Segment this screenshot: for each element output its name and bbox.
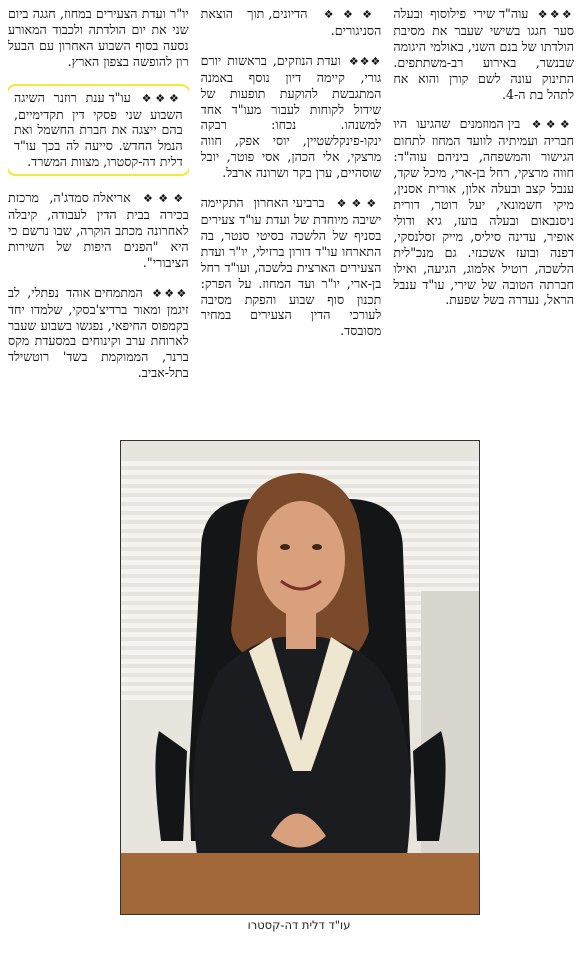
paragraph-text: המתמחים אוהד נפתלי, לב זיגמן ומאור ברדיצ'בסקי, שלמדו יחד בקמפוס החיפאי, נפגשו בשבוע שעבר לארוחת ערב וקינוחים במסעדת מקס ברנר, הממוקמת בשד' רוטשילד בתל-אביב.: [7, 284, 189, 381]
paragraph-marker: ❖❖❖: [537, 8, 574, 21]
paragraph-marker: ❖❖❖: [323, 8, 382, 21]
eye-right: [312, 544, 322, 550]
desk: [121, 853, 479, 914]
article-paragraph: [8, 285, 189, 381]
article-paragraph: [201, 195, 382, 339]
paragraph-marker: ❖❖❖: [141, 91, 183, 105]
paragraph-marker: ❖❖❖: [143, 192, 189, 206]
article-paragraph: [393, 116, 574, 308]
paragraph-text: יו"ר ועדת הצעירים במחוז, חגגה ביום שני את יום הולדתה ולכבוד המאורע נסעה בסוף השבוע האחרון עם הבעל רון להופשה בצפון הארץ.: [7, 6, 189, 69]
paragraph-text: אריאלה סמדג'ה, מרכזת בכירה בבית הדין לעבודה, קיבלה לאחרונה מכתב הוקרה, שבו נרשם כי היא "הפנים היפות של השירות הציבורי".: [7, 190, 189, 270]
paragraph-text: ועדת הנוזקים, בראשות יורם גורי, קיימה דיון נוסף באמנה המתגבשת להוקעת תופעות של שידול לקוחות לעבור מעו"ד אחד למשנהו. נכחו: רבקה ינקו-פינקלשטיין, יוסי אפק, חווה מרצקי, אלי הכהן, אסי פוטר, יובל שוסהיים, ערן בקר ושרונה ארבל.: [200, 52, 382, 181]
column-right: [393, 6, 574, 416]
column-middle: [201, 6, 382, 416]
paragraph-marker: ❖❖❖: [152, 286, 189, 300]
portrait-illustration: [121, 441, 479, 914]
blind-slat: [121, 461, 479, 466]
paragraph-text: עוה"ד שירי פילוסוף ובעלה סער חגגו בשישי שעבר את מסיבת הולדתו של בנם השני, באולמי היגומה שבנשר, באירוע רב-משתתפים. התינוק עונה לשם קורן והוא אח לתהל בת ה-4.: [393, 6, 574, 102]
eye-left: [280, 544, 290, 550]
paragraph-marker: ❖❖❖: [531, 118, 574, 132]
article-paragraph: [201, 6, 382, 39]
article-paragraph: [201, 53, 382, 181]
paragraph-text: ברביעי האחרון התקיימה ישיבה מיוחדת של ועדת עו"ד צעירים בסניף של הלשכה בסיטי סנטר, בה התארחו עו"ד דורון ברזילי, יו"ר ועדת הצעירים הארצית בלשכה, ועו"ד רחל בן-ארי, יו"ר ועד המחוז. על הפרק: תכנון סוף שבוע והפקת מסיבה לעורכי הדין הצעירים במחיר מסובסד.: [200, 195, 382, 339]
article-paragraph: [8, 190, 189, 271]
article-paragraph: [8, 6, 189, 70]
article-paragraph: [393, 6, 574, 102]
paragraph-text: בין המוזמנים שהגיעו היו חבריה ועמיתיה לוועד המחוז לתחום הגישור והמשפחה, ביניהם עוה"ד: חווה מרצקי, רחל בן-ארי, מיכל שקד, ענבל קצב ובעלה אלון, אורית אסנין, מיקי חשמונאי, יעל רוטר, דורית ניסנבאום ובעלה בועז, גיא ודולי אופיר, עדינה סיליס, מייק זסלנסקי, דפנה ובועז אשכנזי. גם מנכ"לית הלשכה, רוטיל אלמוג, הגיעה, ואילו חברתה הטובה של שירי, עו"ד ענבל הראל, נעדרה בשל שפעת.: [393, 116, 574, 308]
portrait-photo: [120, 440, 480, 915]
paragraph-text: הדיונים, תוך הוצאת הסניגורים.: [200, 6, 382, 38]
paragraph-marker: ❖❖❖: [336, 197, 382, 211]
paragraph-marker: ❖❖❖: [348, 54, 382, 68]
highlighted-paragraph: [8, 84, 189, 177]
column-left: [8, 6, 189, 416]
article-columns: [8, 6, 574, 416]
face: [257, 501, 345, 617]
photo-caption: עו"ד דלית דה-קסטרו: [247, 918, 351, 932]
paragraph-text: עו"ד ענת רוזנר השיגה השבוע שני פסקי דין תקדימיים, בהם ייצגה את חברת החשמל ואת הנמל החדש. סייעה לה בכך עו"ד דלית דה-קסטרו, מצוות המשרד.: [13, 89, 183, 170]
